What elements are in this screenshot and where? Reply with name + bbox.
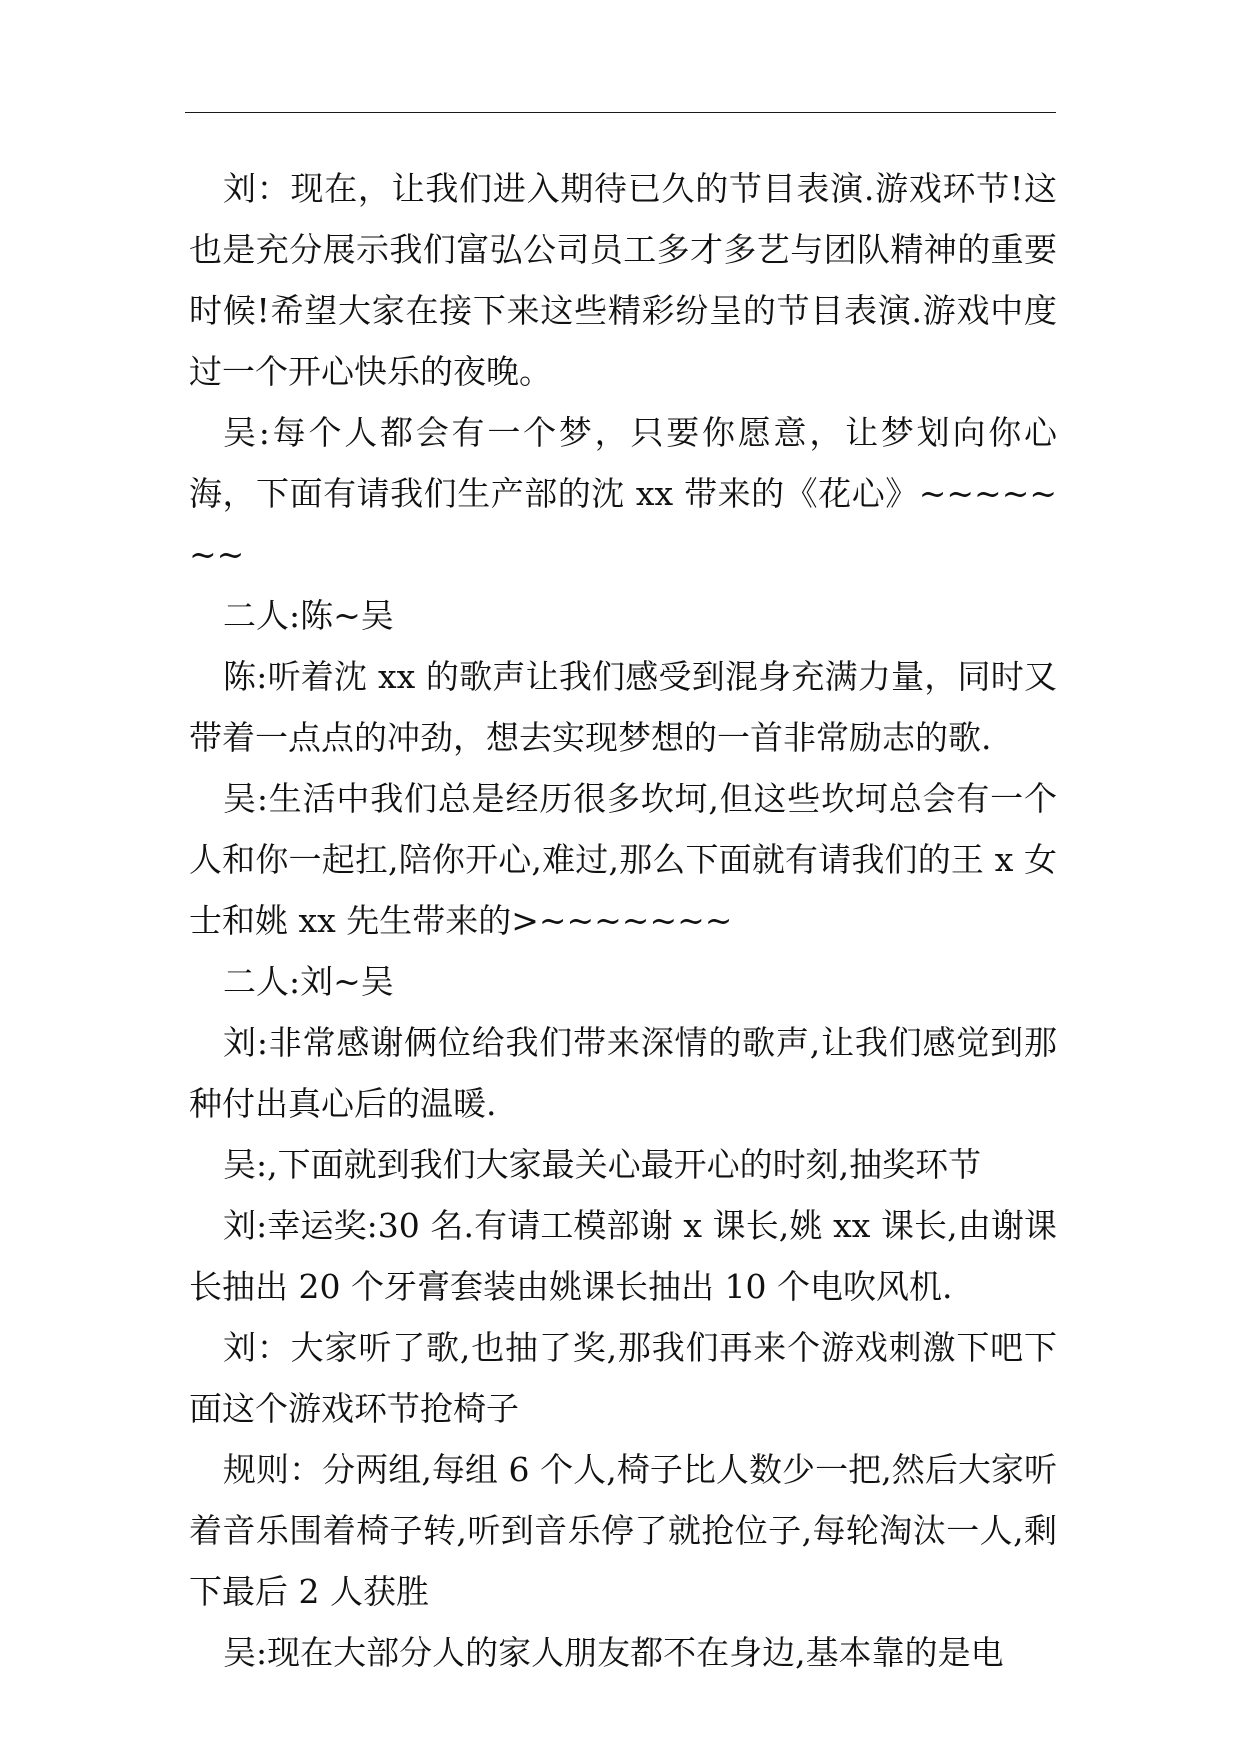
paragraph: 刘:非常感谢俩位给我们带来深情的歌声,让我们感觉到那种付出真心后的温暖.: [189, 1023, 1057, 1123]
paragraph: 吴:每个人都会有一个梦，只要你愿意，让梦划向你心海，下面有请我们生产部的沈 xx 带来的《花心》~~~~~~~: [189, 413, 1057, 574]
paragraph: 吴:生活中我们总是经历很多坎坷,但这些坎坷总会有一个人和你一起扛,陪你开心,难过,那么下面就有请我们的王 x 女士和姚 xx 先生带来的>~~~~~~~: [189, 779, 1057, 940]
paragraph: 刘：大家听了歌,也抽了奖,那我们再来个游戏刺激下吧下面这个游戏环节抢椅子: [189, 1328, 1057, 1428]
paragraph: 陈:听着沈 xx 的歌声让我们感受到混身充满力量，同时又带着一点点的冲劲，想去实现梦想的一首非常励志的歌.: [189, 657, 1057, 757]
paragraph: 吴:现在大部分人的家人朋友都不在身边,基本靠的是电: [223, 1633, 1004, 1672]
paragraph: 刘：现在，让我们进入期待已久的节目表演.游戏环节!这也是充分展示我们富弘公司员工多才多艺与团队精神的重要时候!希望大家在接下来这些精彩纷呈的节目表演.游戏中度过一个开心快乐的夜晚。: [189, 169, 1057, 391]
paragraph: 刘:幸运奖:30 名.有请工模部谢 x 课长,姚 xx 课长,由谢课长抽出 20 个牙膏套装由姚课长抽出 10 个电吹风机.: [189, 1206, 1057, 1306]
paragraph: 吴:,下面就到我们大家最关心最开心的时刻,抽奖环节: [223, 1145, 982, 1184]
header-rule: [185, 112, 1056, 113]
paragraph: 二人:刘~吴: [223, 962, 394, 1001]
paragraph: 规则：分两组,每组 6 个人,椅子比人数少一把,然后大家听着音乐围着椅子转,听到音乐停了就抢位子,每轮淘汰一人,剩下最后 2 人获胜: [189, 1450, 1057, 1611]
document-body: [189, 158, 1057, 1683]
paragraph: 二人:陈~吴: [223, 596, 394, 635]
